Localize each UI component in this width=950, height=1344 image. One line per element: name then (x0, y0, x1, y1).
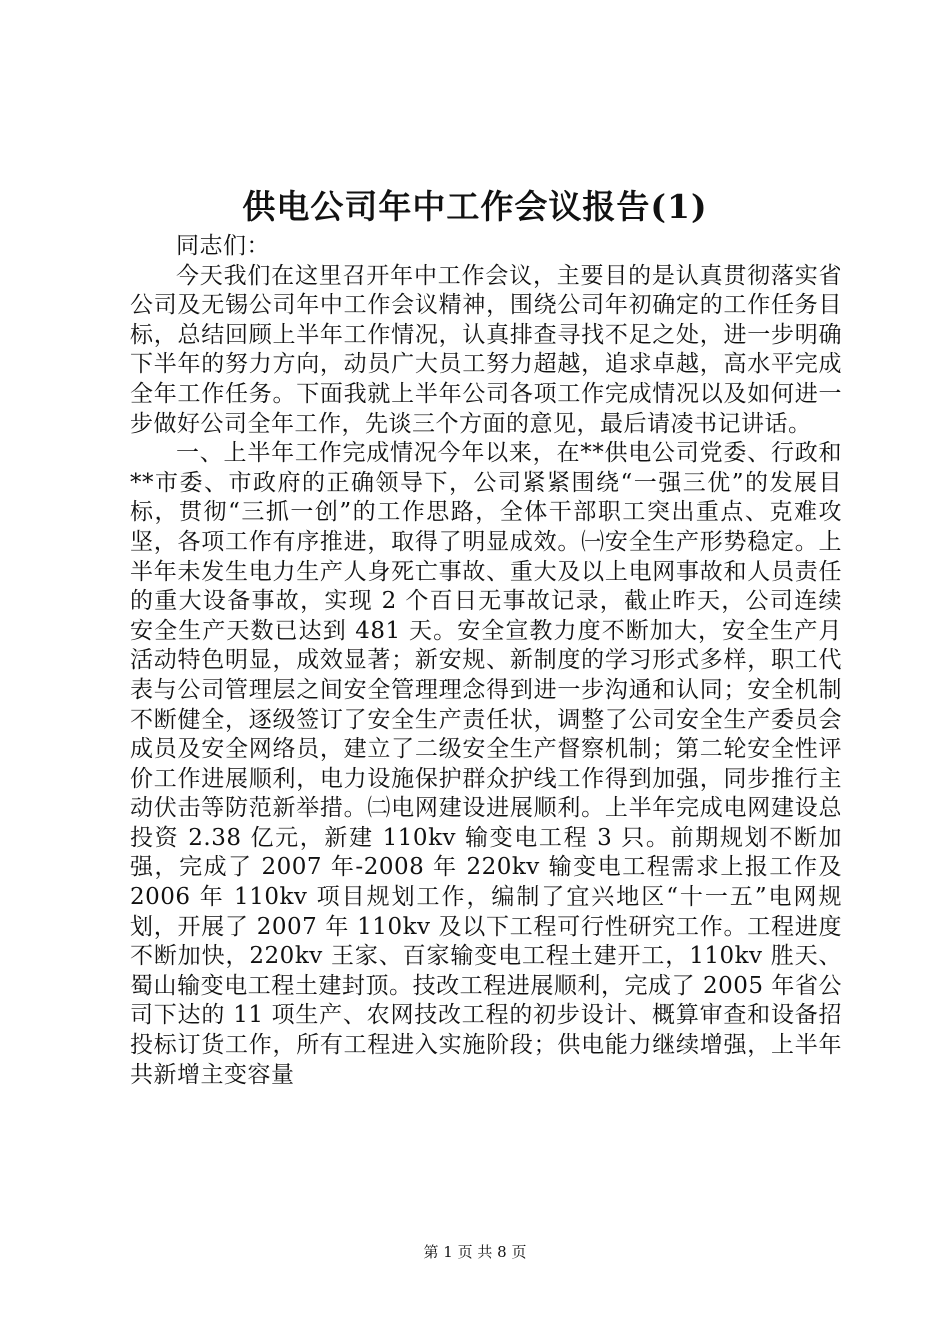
paragraph-section-one: 一、上半年工作完成情况今年以来，在**供电公司党委、行政和**市委、市政府的正确领导下，公司紧紧围绕“一强三优”的发展目标，贯彻“三抓一创”的工作思路，全体干部职工突出重点、克难攻坚，各项工作有序推进，取得了明显成效。㈠安全生产形势稳定。上半年未发生电力生产人身死亡事故、重大及以上电网事故和人员责任的重大设备事故，实现 2 个百日无事故记录，截止昨天，公司连续安全生产天数已达到 481 天。安全宣教力度不断加大，安全生产月活动特色明显，成效显著；新安规、新制度的学习形式多样，职工代表与公司管理层之间安全管理理念得到进一步沟通和认同；安全机制不断健全，逐级签订了安全生产责任状，调整了公司安全生产委员会成员及安全网络员，建立了二级安全生产督察机制；第二轮安全性评价工作进展顺利，电力设施保护群众护线工作得到加强，同步推行主动伏击等防范新举措。㈡电网建设进展顺利。上半年完成电网建设总投资 2.38 亿元，新建 110kv 输变电工程 3 只。前期规划不断加强，完成了 2007 年-2008 年 220kv 输变电工程需求上报工作及 2006 年 110kv 项目规划工作，编制了宜兴地区“十一五”电网规划，开展了 2007 年 110kv 及以下工程可行性研究工作。工程进度不断加快，220kv 王家、百家输变电工程土建开工，110kv 胜天、蜀山输变电工程土建封顶。技改工程进展顺利，完成了 2005 年省公司下达的 11 项生产、农网技改工程的初步设计、概算审查和设备招投标订货工作，所有工程进入实施阶段；供电能力继续增强，上半年共新增主变容量 (130, 440, 842, 1088)
document-title: 供电公司年中工作会议报告(1) (242, 187, 708, 226)
paragraph-intro: 今天我们在这里召开年中工作会议，主要目的是认真贯彻落实省公司及无锡公司年中工作会议精神，围绕公司年初确定的工作任务目标，总结回顾上半年工作情况，认真排查寻找不足之处，进一步明确下半年的努力方向，动员广大员工努力超越，追求卓越，高水平完成全年工作任务。下面我就上半年公司各项工作完成情况以及如何进一步做好公司全年工作，先谈三个方面的意见，最后请凌书记讲话。 (130, 262, 842, 437)
page-footer: 第 1 页 共 8 页 (423, 1243, 527, 1261)
salutation: 同志们： (176, 233, 270, 259)
document-body (130, 232, 842, 1090)
